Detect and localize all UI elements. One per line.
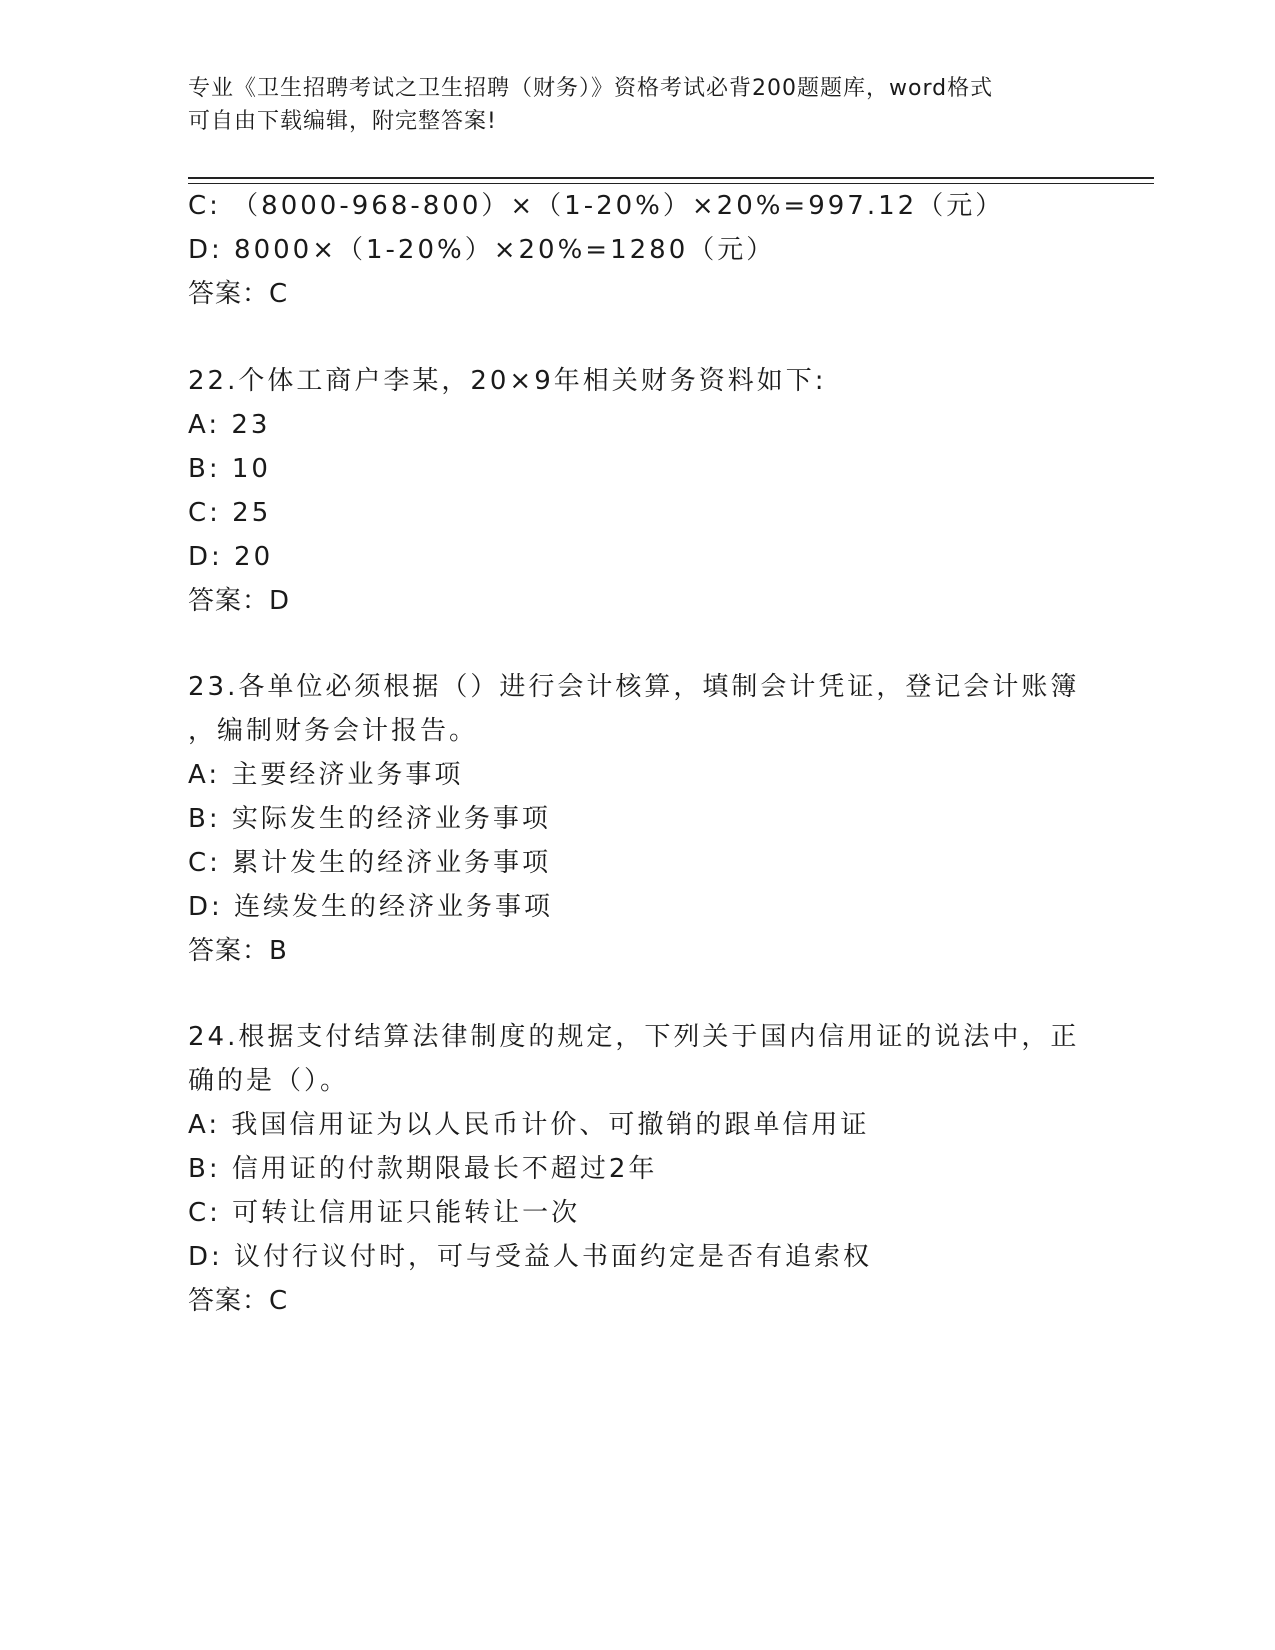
q23-option-a: A: 主要经济业务事项	[188, 760, 464, 790]
q23-stem-line-1: 23.各单位必须根据（）进行会计核算，填制会计凭证，登记会计账簿	[188, 672, 1080, 702]
prev-answer: 答案：C	[188, 279, 289, 309]
page-header	[188, 72, 1068, 138]
q23-option-d: D: 连续发生的经济业务事项	[188, 892, 554, 922]
header-rule-thick	[188, 177, 1154, 179]
q24-option-c: C: 可转让信用证只能转让一次	[188, 1198, 581, 1228]
q22-option-a: A: 23	[188, 410, 271, 440]
prev-option-c: C: （8000-968-800）×（1-20%）×20%=997.12（元）	[188, 191, 1005, 221]
q22-option-c: C: 25	[188, 498, 272, 528]
prev-option-d: D: 8000×（1-20%）×20%=1280（元）	[188, 235, 776, 265]
q24-option-a: A: 我国信用证为以人民币计价、可撤销的跟单信用证	[188, 1110, 870, 1140]
q23-stem-line-2: ，编制财务会计报告。	[188, 716, 479, 746]
header-line-1: 专业《卫生招聘考试之卫生招聘（财务）》资格考试必背200题题库，word格式	[188, 76, 994, 101]
q24-answer: 答案：C	[188, 1286, 289, 1316]
q22-option-b: B: 10	[188, 454, 271, 484]
q23-answer: 答案：B	[188, 936, 288, 966]
q23-option-b: B: 实际发生的经济业务事项	[188, 804, 551, 834]
q24-stem-line-1: 24.根据支付结算法律制度的规定，下列关于国内信用证的说法中，正	[188, 1022, 1080, 1052]
header-line-2: 可自由下载编辑，附完整答案!	[188, 109, 497, 134]
header-rule-thin	[188, 183, 1154, 184]
q22-option-d: D: 20	[188, 542, 274, 572]
q23-option-c: C: 累计发生的经济业务事项	[188, 848, 552, 878]
q22-answer: 答案：D	[188, 586, 291, 616]
q24-option-b: B: 信用证的付款期限最长不超过2年	[188, 1154, 658, 1184]
q24-option-d: D: 议付行议付时，可与受益人书面约定是否有追索权	[188, 1242, 873, 1272]
q22-stem: 22.个体工商户李某，20×9年相关财务资料如下:	[188, 366, 827, 396]
q24-stem-line-2: 确的是（）。	[188, 1066, 350, 1096]
